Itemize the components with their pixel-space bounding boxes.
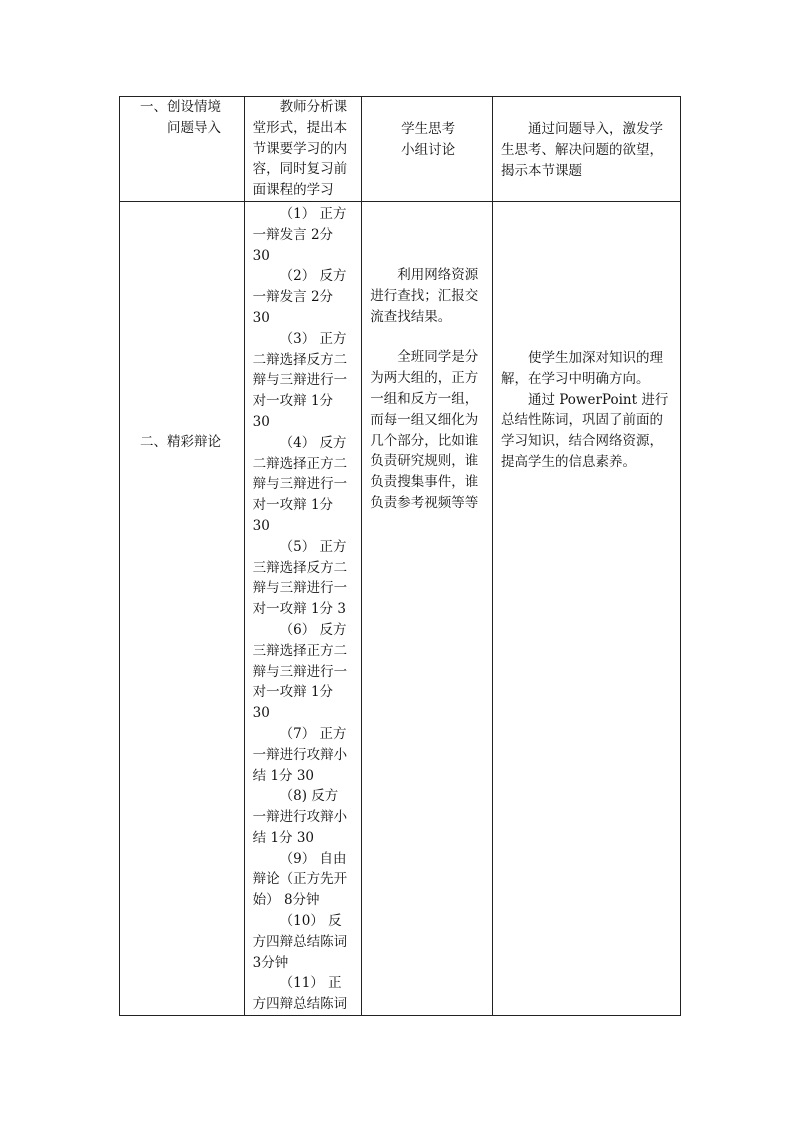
teacher-item-line: （5） 正方 (279, 538, 347, 555)
teacher-item-line: 对一攻辩 1分 (252, 497, 334, 514)
teacher-text: 容，同时复习前 (252, 161, 348, 178)
teacher-text: 堂形式，提出本 (252, 119, 348, 136)
teacher-item-line: 二辩选择正方二 (252, 455, 348, 472)
student-text: 流查找结果。 (370, 308, 452, 325)
teacher-activity-cell (244, 201, 362, 1015)
design-intent-cell (492, 201, 680, 1015)
teacher-item-line: （7） 正方 (279, 725, 347, 742)
design-intent-cell (492, 97, 680, 202)
teacher-item-line: 始） 8分钟 (252, 892, 320, 909)
student-text: 为两大组的，正方 (370, 370, 479, 387)
intent-text: 学习知识，结合网络资源， (500, 433, 663, 450)
teacher-item-line: 30 (252, 517, 270, 534)
table-row (120, 201, 681, 1015)
teacher-item-line: 一辩发言 2分 (252, 226, 334, 243)
teacher-item-line: （6） 反方 (279, 621, 347, 638)
student-text: 负责参考视频等等 (370, 494, 479, 511)
teacher-item-line: 辩论（正方先开 (252, 871, 348, 888)
stage-text: 一、创设情境 (140, 99, 221, 115)
intent-text: 解，在学习中明确方向。 (500, 370, 650, 387)
student-text: 学生思考 (401, 121, 456, 137)
teacher-text: 节课要学习的内 (252, 140, 348, 157)
teacher-item-line: 30 (252, 413, 270, 430)
teacher-item-line: （8) 反方 (279, 788, 339, 805)
teacher-item-line: 一辩进行攻辩小 (252, 809, 348, 826)
teacher-item-line: 结 1分 30 (252, 767, 315, 784)
teacher-item-line: 辩与三辩进行一 (252, 476, 348, 493)
student-text: 进行查找；汇报交 (370, 287, 479, 304)
student-activity-cell (362, 97, 493, 202)
stage-text: 二、精彩辩论 (140, 433, 221, 450)
teacher-activity-cell (244, 97, 362, 202)
teacher-item-line: （11） 正 (279, 975, 342, 992)
student-text: 一组和反方一组， (370, 390, 479, 407)
student-text: 负责研究规则，谁 (370, 453, 479, 470)
intent-text: 生思考、解决问题的欲望， (500, 141, 663, 158)
intent-text: 提高学生的信息素养。 (500, 453, 636, 470)
teacher-item-line: （2） 反方 (279, 268, 347, 285)
teacher-item-line: 3分钟 (252, 954, 289, 971)
teacher-item-line: 方四辩总结陈词 (252, 996, 348, 1013)
teacher-item-line: 三辩选择反方二 (252, 559, 348, 576)
teacher-item-line: （9） 自由 (279, 850, 347, 867)
intent-text: 通过 PowerPoint 进行 (527, 391, 669, 408)
teacher-item-line: 对一攻辩 1分 3 (252, 601, 346, 618)
student-text: 全班同学是分 (397, 349, 479, 366)
teacher-item-line: （1） 正方 (279, 205, 347, 222)
teacher-item-line: 方四辩总结陈词 (252, 933, 348, 950)
teacher-text: 面课程的学习 (252, 182, 334, 199)
teacher-item-line: （10） 反 (279, 913, 342, 930)
teacher-item-line: 二辩选择反方二 (252, 351, 348, 368)
teacher-item-line: 辩与三辩进行一 (252, 580, 348, 597)
stage-cell (120, 201, 245, 1015)
teacher-item-line: （4） 反方 (279, 434, 347, 451)
stage-cell (120, 97, 245, 202)
intent-text: 通过问题导入，激发学 (527, 121, 663, 137)
student-activity-cell (362, 201, 493, 1015)
teacher-item-line: 对一攻辩 1分 (252, 393, 334, 410)
student-text: 几个部分，比如谁 (370, 432, 479, 449)
teacher-item-line: 辩与三辩进行一 (252, 663, 348, 680)
teacher-item-line: 一辩发言 2分 (252, 289, 334, 306)
student-text: 负责搜集事件，谁 (370, 474, 479, 491)
teacher-item-line: 三辩选择正方二 (252, 642, 348, 659)
student-text: 而每一组又细化为 (370, 411, 479, 428)
teacher-item-line: （3） 正方 (279, 330, 347, 347)
teacher-text: 教师分析课 (279, 99, 348, 115)
student-text: 小组讨论 (401, 141, 456, 158)
teacher-item-line: 一辩进行攻辩小 (252, 746, 348, 763)
teacher-item-line: 30 (252, 309, 270, 326)
intent-text: 使学生加深对知识的理 (527, 349, 663, 366)
intent-text: 揭示本节课题 (500, 162, 582, 179)
student-text: 利用网络资源 (397, 266, 479, 283)
table-row (120, 97, 681, 202)
teacher-item-line: 30 (252, 705, 270, 722)
teacher-item-line: 结 1分 30 (252, 829, 315, 846)
intent-text: 总结性陈词，巩固了前面的 (500, 412, 663, 429)
teacher-item-line: 30 (252, 247, 270, 264)
stage-text: 问题导入 (167, 119, 221, 136)
teacher-item-line: 辩与三辩进行一 (252, 372, 348, 389)
lesson-plan-table (119, 96, 681, 1016)
teacher-item-line: 对一攻辩 1分 (252, 684, 334, 701)
